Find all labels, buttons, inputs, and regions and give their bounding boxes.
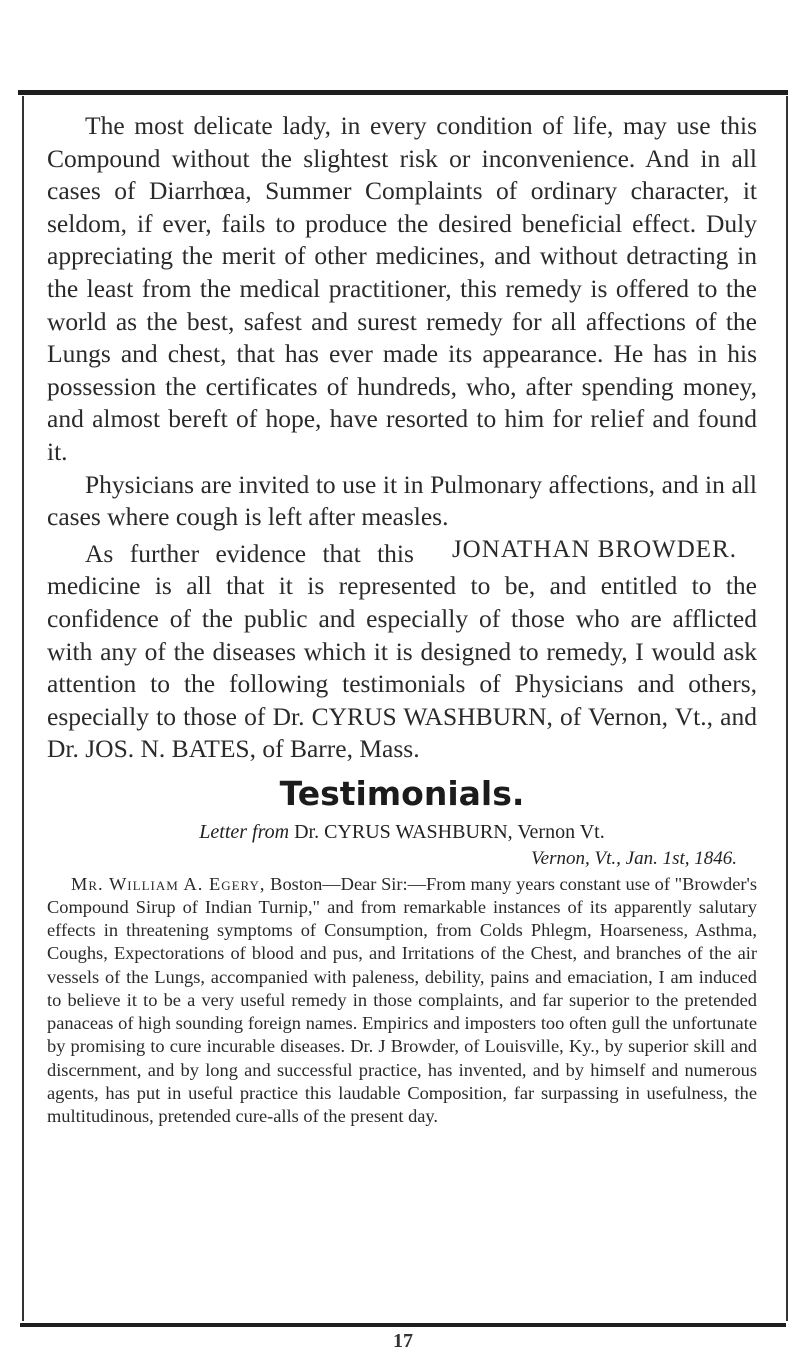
page-content (47, 110, 757, 1128)
testimonials-heading: Testimonials. (279, 773, 525, 813)
letter-body-text: Boston—Dear Sir:—From many years constant use of "Browder's Compound Sirup of Indian Turnip," and from remarkable instances of its apparently salutary effects in threatening symptoms of Consumption, from Colds Phlegm, Hoarseness, Asthma, Coughs, Expectorations of blood and pus, and Irritations of the Chest, and branches of the air vessels of the Lungs, accompanied with paleness, debility, pains and emaciation, I am induced to believe it to be a very useful remedy in those complaints, and far superior to the pretended panaceas of high sounding foreign names. Empirics and imposters too often gull the unfortunate by promising to cure incurable diseases. Dr. J Browder, of Louisville, Ky., by superior skill and discernment, and by long and successful practice, has invented, and by himself and numerous agents, has put in useful practice this laudable Composition, far surpassing in usefulness, the multitudinous, pretended cure-alls of the present day. (47, 873, 757, 1126)
paragraph-physicians-text: Physicians are invited to use it in Pulmonary affections, and in all cases where cough is left after measles. (47, 469, 757, 532)
page-number: 17 (393, 1330, 413, 1352)
bottom-rule (20, 1323, 786, 1327)
paragraph-physicians (47, 469, 757, 563)
paragraph-safety: The most delicate lady, in every condition of life, may use this Compound without the slightest risk or inconvenience. And in all cases of Diarrhœa, Summer Complaints of ordinary character, it seldom, if ever, fails to produce the desired beneficial effect. Duly appreciating the merit of other medicines, and without detracting in the least from the medical practitioner, this remedy is offered to the world as the best, safest and surest remedy for all affections of the Lungs and chest, that has ever made its appearance. He has in his possession the certificates of hundreds, who, after spending money, and almost bereft of hope, have resorted to him for relief and found it. (47, 111, 757, 466)
signature: JONATHAN BROWDER. (451, 535, 737, 563)
letter-body (47, 873, 757, 1128)
letter-salutation-name: Mr. William A. Egery, (71, 873, 266, 894)
letter-heading (47, 819, 757, 845)
paragraph-evidence: As further evidence that this medicine is all that it is represented to be, and entitled to the confidence of the public and especially of those who are afflicted with any of the diseases which it is designed to remedy, I would ask attention to the following testimonials of Physicians and others, especially to those of Dr. CYRUS WASHBURN, of Vernon, Vt., and Dr. JOS. N. BATES, of Barre, Mass. (47, 538, 757, 764)
left-rule (22, 96, 24, 1321)
top-rule (18, 90, 788, 95)
right-rule (786, 96, 788, 1321)
letter-dateline: Vernon, Vt., Jan. 1st, 1846. (531, 847, 737, 869)
letter-from-name: Dr. CYRUS WASHBURN, Vernon Vt. (294, 820, 605, 843)
letter-from-label: Letter from (199, 820, 290, 843)
